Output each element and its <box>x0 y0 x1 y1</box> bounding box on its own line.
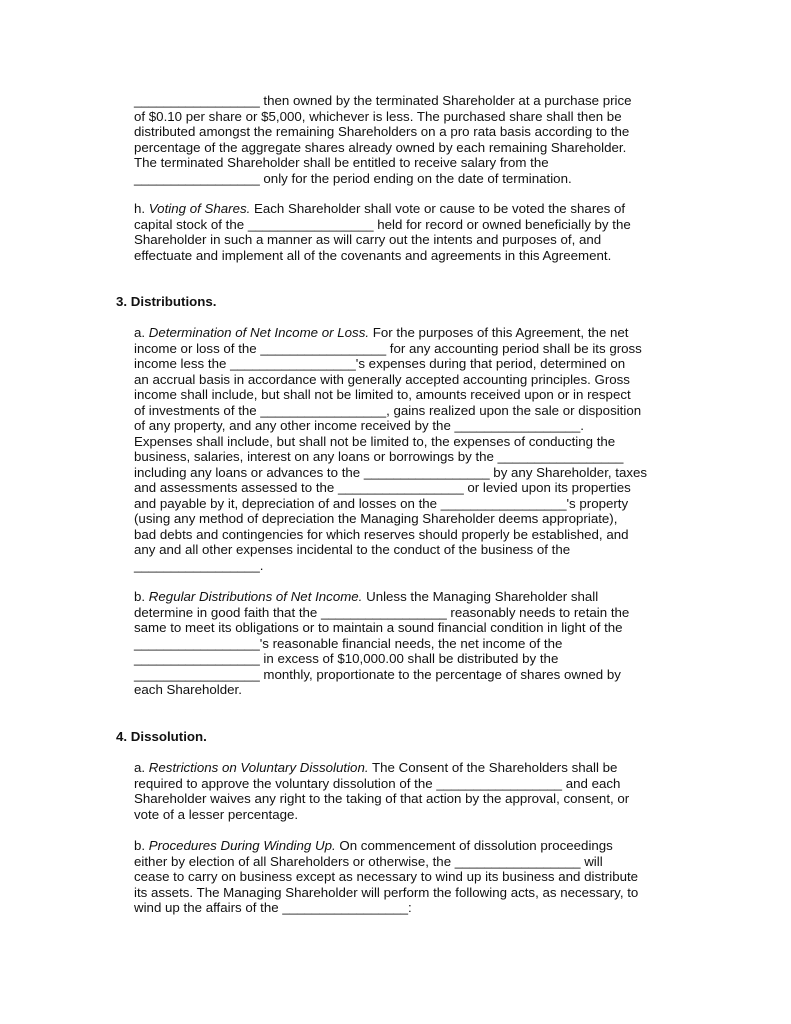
text-line <box>134 201 694 217</box>
text-line: its assets. The Managing Shareholder will perform the following acts, as necessary, to <box>134 884 639 900</box>
termination-paragraph <box>134 93 694 186</box>
text-line: The terminated Shareholder shall be entitled to receive salary from the <box>134 155 549 170</box>
section-heading-distributions: 3. Distributions. <box>116 294 217 309</box>
text-line <box>134 589 694 605</box>
clause-prefix: b. <box>134 838 149 853</box>
clause-text: Unless the Managing Shareholder shall <box>362 589 599 604</box>
text-line: income or loss of the _________________ for any accounting period shall be its gross <box>134 340 642 356</box>
text-line: cease to carry on business except as necessary to wind up its business and distribute <box>134 869 639 884</box>
clause-text: Each Shareholder shall vote or cause to be voted the shares of <box>250 201 626 216</box>
regular-distributions-paragraph <box>134 589 694 698</box>
text-line: business, salaries, interest on any loans or borrowings by the _________________ <box>134 449 624 464</box>
net-income-determination-paragraph <box>134 325 694 573</box>
clause-prefix: b. <box>134 589 149 604</box>
text-line: Shareholder in such a manner as will carry out the intents and purposes of, and <box>134 232 602 247</box>
text-line: Shareholder waives any right to the taking of that action by the approval, consent, or <box>134 791 630 806</box>
text-line: any and all other expenses incidental to the conduct of the business of the <box>134 542 571 557</box>
section-heading-dissolution: 4. Dissolution. <box>116 729 207 744</box>
text-line: Expenses shall include, but shall not be limited to, the expenses of conducting the <box>134 433 616 449</box>
text-line: same to meet its obligations or to maintain a sound financial condition in light of the <box>134 620 623 635</box>
clause-text: The Consent of the Shareholders shall be <box>368 760 618 775</box>
text-line: including any loans or advances to the _________________ by any Shareholder, taxes <box>134 464 648 480</box>
text-line: bad debts and contingencies for which reserves should properly be established, and <box>134 526 629 542</box>
text-line: capital stock of the _________________ held for record or owned beneficially by the <box>134 216 631 232</box>
text-line: _________________ monthly, proportionate to the percentage of shares owned by <box>134 666 621 682</box>
text-line: _________________ then owned by the terminated Shareholder at a purchase price <box>134 93 632 108</box>
winding-up-procedures-paragraph <box>134 838 694 916</box>
text-line: and assessments assessed to the _________________ or levied upon its properties <box>134 480 631 495</box>
clause-title: Voting of Shares. <box>148 201 251 216</box>
text-line: wind up the affairs of the _________________: <box>134 900 412 915</box>
text-line <box>134 760 694 776</box>
clause-text: On commencement of dissolution proceedings <box>335 838 613 853</box>
text-line: either by election of all Shareholders or otherwise, the _________________ will <box>134 853 603 869</box>
text-line: _________________ only for the period ending on the date of termination. <box>134 170 572 186</box>
text-line: income less the _________________'s expenses during that period, determined on <box>134 356 626 371</box>
text-line: income shall include, but shall not be limited to, amounts received upon or in respect <box>134 387 631 402</box>
clause-text: For the purposes of this Agreement, the net <box>369 325 629 340</box>
text-line: _________________ in excess of $10,000.00 shall be distributed by the <box>134 651 559 666</box>
text-line: distributed amongst the remaining Shareholders on a pro rata basis according to the <box>134 124 630 139</box>
text-line <box>134 838 694 854</box>
text-line: determine in good faith that the _________________ reasonably needs to retain the <box>134 604 630 620</box>
clause-prefix: h. <box>134 201 149 216</box>
text-line: percentage of the aggregate shares already owned by each remaining Shareholder. <box>134 139 627 155</box>
clause-title: Determination of Net Income or Loss. <box>148 325 370 340</box>
voting-of-shares-paragraph <box>134 201 694 263</box>
clause-title: Regular Distributions of Net Income. <box>148 589 363 604</box>
text-line: of $0.10 per share or $5,000, whichever is less. The purchased share shall then be <box>134 108 622 124</box>
text-line: each Shareholder. <box>134 682 242 697</box>
text-line: an accrual basis in accordance with generally accepted accounting principles. Gross <box>134 371 630 387</box>
clause-prefix: a. <box>134 325 149 340</box>
text-line: of any property, and any other income received by the _________________. <box>134 418 584 433</box>
text-line: required to approve the voluntary dissolution of the _________________ and each <box>134 775 621 791</box>
text-line <box>134 325 694 341</box>
voluntary-dissolution-paragraph <box>134 760 694 822</box>
text-line: _________________. <box>134 557 264 573</box>
text-line: (using any method of depreciation the Managing Shareholder deems appropriate), <box>134 511 618 526</box>
text-line: vote of a lesser percentage. <box>134 806 299 822</box>
clause-prefix: a. <box>134 760 149 775</box>
text-line: effectuate and implement all of the covenants and agreements in this Agreement. <box>134 247 612 263</box>
clause-title: Procedures During Winding Up. <box>148 838 336 853</box>
text-line: of investments of the _________________, gains realized upon the sale or disposition <box>134 402 642 418</box>
text-line: and payable by it, depreciation of and losses on the _________________'s property <box>134 495 629 511</box>
text-line: _________________'s reasonable financial needs, the net income of the <box>134 635 563 651</box>
clause-title: Restrictions on Voluntary Dissolution. <box>148 760 369 775</box>
